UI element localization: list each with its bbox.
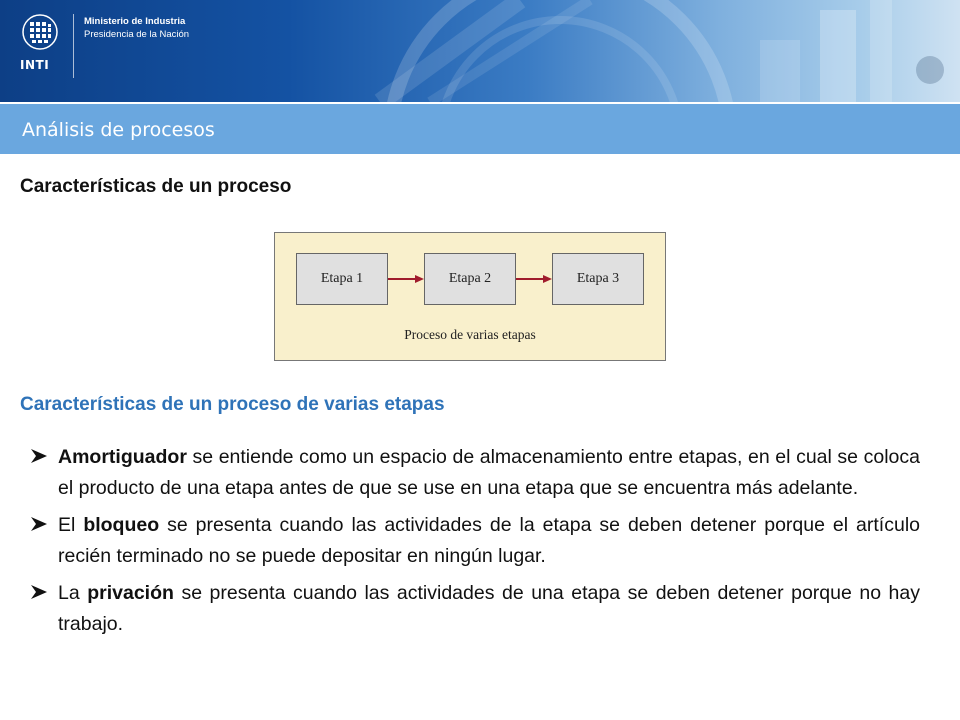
bullet-pre: El xyxy=(58,514,84,536)
bullet-text xyxy=(58,442,920,504)
bullet-pre: La xyxy=(58,582,88,604)
stage-box-1: Etapa 1 xyxy=(296,253,388,305)
logo-text: INTI xyxy=(20,58,50,72)
stage-box-3: Etapa 3 xyxy=(552,253,644,305)
section-title: Análisis de procesos xyxy=(22,119,215,141)
bullet-term: privación xyxy=(87,582,174,604)
diagram-caption: Proceso de varias etapas xyxy=(404,327,536,342)
logo-divider xyxy=(73,14,74,78)
bullet-item xyxy=(30,442,920,504)
presidency-name: Presidencia de la Nación xyxy=(84,29,190,40)
bullet-item xyxy=(30,578,920,640)
process-diagram xyxy=(274,232,666,361)
bullet-post: se presenta cuando las actividades de una etapa se deben detener porque no hay trabajo. xyxy=(58,582,920,635)
bullet-post: se presenta cuando las actividades de la etapa se deben detener porque el artículo recién terminado no se puede depositar en ningún lugar. xyxy=(58,514,920,567)
bullet-term: bloqueo xyxy=(83,514,160,536)
arrow-bullet-icon xyxy=(30,516,48,532)
slide-subtitle: Características de un proceso xyxy=(20,176,292,197)
inti-logo-icon xyxy=(22,14,58,50)
header-banner xyxy=(0,0,960,102)
bullet-post: se entiende como un espacio de almacenamiento entre etapas, en el cual se coloca el producto de una etapa antes de que se use en una etapa que se encuentra más adelante. xyxy=(58,446,920,499)
bullet-item xyxy=(30,510,920,572)
bullet-text xyxy=(58,510,920,572)
arrow-bullet-icon xyxy=(30,584,48,600)
bullet-list xyxy=(30,442,920,646)
stage-box-2: Etapa 2 xyxy=(424,253,516,305)
section-bar xyxy=(0,104,960,154)
arrowhead-2 xyxy=(543,275,552,283)
bullet-term: Amortiguador xyxy=(58,446,187,468)
bullet-text xyxy=(58,578,920,640)
arrowhead-1 xyxy=(415,275,424,283)
ministry-name: Ministerio de Industria xyxy=(84,16,186,27)
section-heading: Características de un proceso de varias etapas xyxy=(20,394,445,415)
arrow-bullet-icon xyxy=(30,448,48,464)
